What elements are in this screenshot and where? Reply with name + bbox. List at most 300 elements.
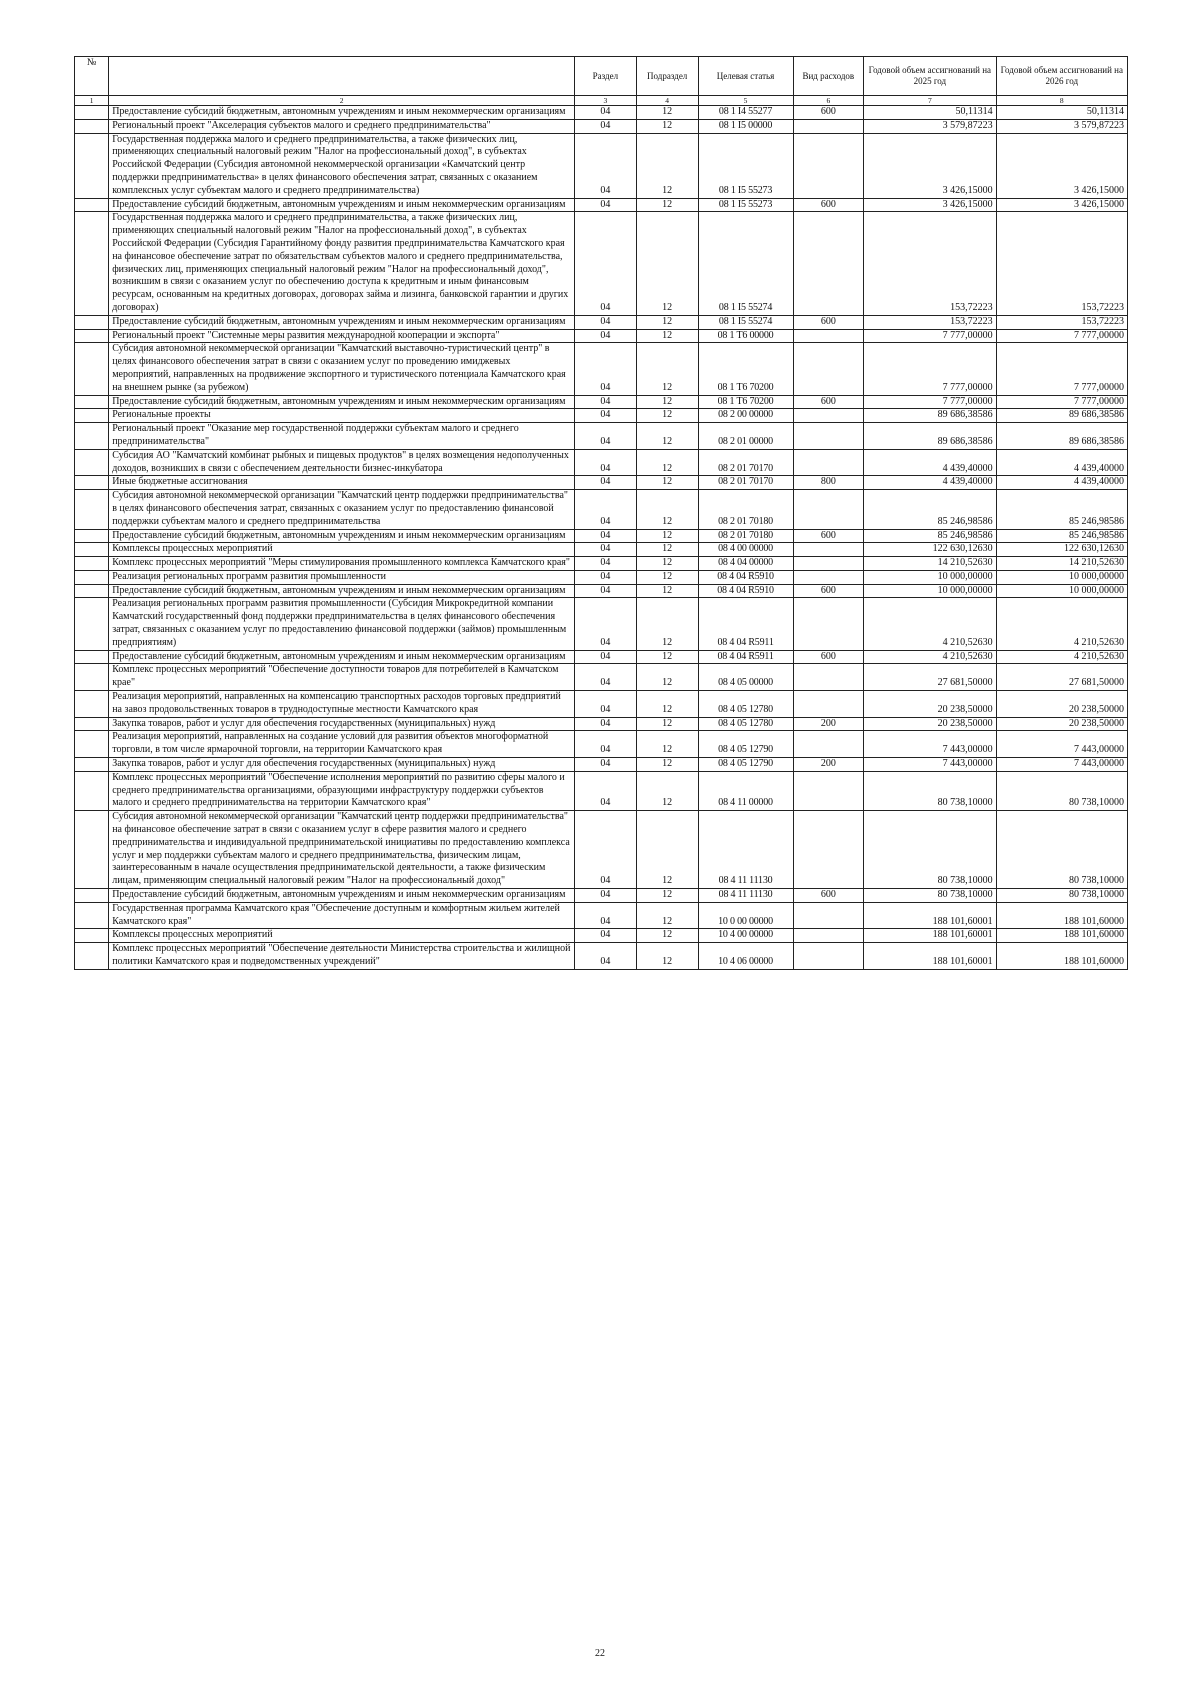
table-row (75, 119, 1128, 133)
row-number (75, 902, 109, 929)
page-number: 22 (595, 1648, 605, 1659)
table-row (75, 106, 1128, 120)
table-row (75, 315, 1128, 329)
row-razdel: 04 (574, 584, 636, 598)
row-razdel: 04 (574, 731, 636, 758)
row-target-article: 08 1 I5 55273 (698, 133, 793, 198)
row-amount-2026: 7 777,00000 (996, 395, 1127, 409)
row-razdel: 04 (574, 557, 636, 571)
row-name: Закупка товаров, работ и услуг для обеспечения государственных (муниципальных) нужд (109, 717, 575, 731)
row-podrazdel: 12 (636, 409, 698, 423)
row-amount-2026: 188 101,60000 (996, 902, 1127, 929)
row-expense-type (793, 329, 864, 343)
row-number (75, 476, 109, 490)
row-name: Предоставление субсидий бюджетным, автономным учреждениям и иным некоммерческим организациям (109, 198, 575, 212)
row-number (75, 691, 109, 718)
row-podrazdel: 12 (636, 106, 698, 120)
row-amount-2026: 10 000,00000 (996, 584, 1127, 598)
row-name: Комплексы процессных мероприятий (109, 929, 575, 943)
row-name: Комплекс процессных мероприятий "Обеспечение доступности товаров для потребителей в Камчатском крае" (109, 664, 575, 691)
row-target-article: 08 2 01 70170 (698, 476, 793, 490)
row-razdel: 04 (574, 343, 636, 395)
row-target-article: 08 4 04 R5911 (698, 598, 793, 650)
row-razdel: 04 (574, 598, 636, 650)
row-podrazdel: 12 (636, 717, 698, 731)
header-name (109, 57, 575, 96)
table-row (75, 598, 1128, 650)
row-amount-2026: 20 238,50000 (996, 691, 1127, 718)
table-row (75, 395, 1128, 409)
row-amount-2026: 4 439,40000 (996, 476, 1127, 490)
row-podrazdel: 12 (636, 343, 698, 395)
row-name: Государственная поддержка малого и среднего предпринимательства, а также физических лиц, применяющих специальный налоговый режим "Налог на профессиональный доход", в субъектах Российской Федерации (Субсидия Гарантийному фонду развития предпринимательства Камчатского края на финансовое обеспечение затрат по обязательствам субъектов малого и среднего предпринимательства, физических лиц, применяющих специальный налоговый режим "Налог на профессиональный доход", возникшим в связи с оказанием услуг по обеспечению доступа к кредитным и иным финансовым ресурсам, основанным на кредитных договорах, договорах займа и лизинга, банковской гарантии и других договорах) (109, 212, 575, 315)
row-name: Предоставление субсидий бюджетным, автономным учреждениям и иным некоммерческим организациям (109, 315, 575, 329)
row-expense-type: 600 (793, 198, 864, 212)
row-number (75, 758, 109, 772)
row-razdel: 04 (574, 449, 636, 476)
row-target-article: 10 4 06 00000 (698, 943, 793, 970)
row-name: Предоставление субсидий бюджетным, автономным учреждениям и иным некоммерческим организациям (109, 106, 575, 120)
row-amount-2026: 7 777,00000 (996, 329, 1127, 343)
row-number (75, 119, 109, 133)
row-target-article: 10 0 00 00000 (698, 902, 793, 929)
row-number (75, 212, 109, 315)
row-podrazdel: 12 (636, 811, 698, 889)
row-expense-type (793, 543, 864, 557)
table-row (75, 423, 1128, 450)
row-razdel: 04 (574, 902, 636, 929)
row-name: Субсидия автономной некоммерческой организации "Камчатский центр поддержки предпринимательства" на финансовое обеспечение затрат в связи с оказанием услуг в сфере развития малого и среднего предпринимательства и индивидуальной предпринимательской инициативы по предоставлению комплекса услуг и мер поддержки субъектам малого и среднего предпринимательства, физическим лицам, заинтересованным в начале осуществления предпринимательской деятельности, а также физическим лицам, применяющим специальный налоговый режим "Налог на профессиональный доход" (109, 811, 575, 889)
row-number (75, 529, 109, 543)
row-name: Реализация мероприятий, направленных на создание условий для развития объектов многоформатной торговли, в том числе ярмарочной торговли, на территории Камчатского края (109, 731, 575, 758)
row-target-article: 08 2 01 70180 (698, 490, 793, 529)
row-amount-2026: 80 738,10000 (996, 771, 1127, 810)
row-razdel: 04 (574, 395, 636, 409)
row-expense-type: 600 (793, 529, 864, 543)
row-amount-2025: 188 101,60001 (864, 929, 996, 943)
row-amount-2025: 80 738,10000 (864, 889, 996, 903)
row-amount-2025: 3 426,15000 (864, 133, 996, 198)
row-amount-2026: 85 246,98586 (996, 490, 1127, 529)
row-amount-2025: 4 439,40000 (864, 476, 996, 490)
row-amount-2025: 85 246,98586 (864, 490, 996, 529)
row-name: Предоставление субсидий бюджетным, автономным учреждениям и иным некоммерческим организациям (109, 889, 575, 903)
table-row (75, 570, 1128, 584)
row-amount-2026: 14 210,52630 (996, 557, 1127, 571)
row-target-article: 08 1 I5 55274 (698, 212, 793, 315)
header-vid: Вид расходов (793, 57, 864, 96)
row-number (75, 943, 109, 970)
table-row (75, 198, 1128, 212)
row-razdel: 04 (574, 106, 636, 120)
row-number (75, 570, 109, 584)
row-target-article: 08 2 01 70170 (698, 449, 793, 476)
row-expense-type (793, 133, 864, 198)
row-expense-type (793, 212, 864, 315)
row-expense-type (793, 731, 864, 758)
row-podrazdel: 12 (636, 664, 698, 691)
row-amount-2026: 80 738,10000 (996, 889, 1127, 903)
row-target-article: 08 2 01 70180 (698, 529, 793, 543)
table-row (75, 490, 1128, 529)
row-expense-type: 600 (793, 889, 864, 903)
row-amount-2025: 7 777,00000 (864, 395, 996, 409)
row-amount-2026: 10 000,00000 (996, 570, 1127, 584)
row-amount-2025: 153,72223 (864, 212, 996, 315)
row-podrazdel: 12 (636, 423, 698, 450)
header-tselevaya: Целевая статья (698, 57, 793, 96)
row-name: Комплекс процессных мероприятий "Меры стимулирования промышленного комплекса Камчатского края" (109, 557, 575, 571)
table-row (75, 943, 1128, 970)
row-expense-type (793, 449, 864, 476)
row-amount-2026: 188 101,60000 (996, 943, 1127, 970)
row-podrazdel: 12 (636, 598, 698, 650)
row-razdel: 04 (574, 758, 636, 772)
row-target-article: 08 2 01 00000 (698, 423, 793, 450)
row-amount-2025: 7 777,00000 (864, 343, 996, 395)
column-index: 5 (698, 96, 793, 106)
row-target-article: 10 4 00 00000 (698, 929, 793, 943)
row-amount-2026: 4 439,40000 (996, 449, 1127, 476)
row-razdel: 04 (574, 650, 636, 664)
table-row (75, 529, 1128, 543)
row-amount-2026: 85 246,98586 (996, 529, 1127, 543)
row-razdel: 04 (574, 212, 636, 315)
row-expense-type (793, 902, 864, 929)
row-razdel: 04 (574, 315, 636, 329)
row-name: Региональные проекты (109, 409, 575, 423)
row-amount-2026: 4 210,52630 (996, 650, 1127, 664)
row-name: Иные бюджетные ассигнования (109, 476, 575, 490)
row-amount-2026: 27 681,50000 (996, 664, 1127, 691)
row-target-article: 08 1 I4 55277 (698, 106, 793, 120)
column-index-row (75, 96, 1128, 106)
row-expense-type: 600 (793, 650, 864, 664)
row-razdel: 04 (574, 329, 636, 343)
row-number (75, 889, 109, 903)
row-amount-2025: 4 439,40000 (864, 449, 996, 476)
row-amount-2026: 50,11314 (996, 106, 1127, 120)
row-number (75, 315, 109, 329)
row-amount-2026: 188 101,60000 (996, 929, 1127, 943)
row-podrazdel: 12 (636, 329, 698, 343)
row-amount-2025: 14 210,52630 (864, 557, 996, 571)
row-razdel: 04 (574, 423, 636, 450)
row-amount-2025: 153,72223 (864, 315, 996, 329)
row-amount-2025: 89 686,38586 (864, 423, 996, 450)
column-index: 1 (75, 96, 109, 106)
row-number (75, 664, 109, 691)
row-target-article: 08 1 I5 55274 (698, 315, 793, 329)
row-number (75, 133, 109, 198)
row-amount-2026: 122 630,12630 (996, 543, 1127, 557)
row-target-article: 08 1 T6 00000 (698, 329, 793, 343)
column-index: 4 (636, 96, 698, 106)
row-amount-2025: 20 238,50000 (864, 691, 996, 718)
row-podrazdel: 12 (636, 557, 698, 571)
row-podrazdel: 12 (636, 650, 698, 664)
row-amount-2025: 4 210,52630 (864, 598, 996, 650)
row-razdel: 04 (574, 529, 636, 543)
row-amount-2025: 10 000,00000 (864, 570, 996, 584)
row-name: Комплексы процессных мероприятий (109, 543, 575, 557)
column-index: 6 (793, 96, 864, 106)
row-razdel: 04 (574, 811, 636, 889)
row-target-article: 08 4 04 R5910 (698, 584, 793, 598)
row-number (75, 395, 109, 409)
row-razdel: 04 (574, 476, 636, 490)
table-row (75, 929, 1128, 943)
row-amount-2026: 3 426,15000 (996, 198, 1127, 212)
table-row (75, 476, 1128, 490)
row-razdel: 04 (574, 543, 636, 557)
row-amount-2026: 89 686,38586 (996, 423, 1127, 450)
row-razdel: 04 (574, 943, 636, 970)
row-amount-2026: 3 579,87223 (996, 119, 1127, 133)
row-name: Комплекс процессных мероприятий "Обеспечение исполнения мероприятий по развитию сферы малого и среднего предпринимательства организациями, образующими инфраструктуру поддержки субъектов малого и среднего предпринимательства на территории Камчатского края" (109, 771, 575, 810)
row-name: Региональный проект "Системные меры развития международной кооперации и экспорта" (109, 329, 575, 343)
row-target-article: 08 2 00 00000 (698, 409, 793, 423)
row-podrazdel: 12 (636, 490, 698, 529)
row-amount-2025: 4 210,52630 (864, 650, 996, 664)
row-podrazdel: 12 (636, 133, 698, 198)
row-podrazdel: 12 (636, 119, 698, 133)
row-podrazdel: 12 (636, 889, 698, 903)
row-podrazdel: 12 (636, 529, 698, 543)
row-target-article: 08 4 05 12790 (698, 758, 793, 772)
row-amount-2026: 3 426,15000 (996, 133, 1127, 198)
table-row (75, 212, 1128, 315)
row-number (75, 717, 109, 731)
row-target-article: 08 4 04 R5911 (698, 650, 793, 664)
table-row (75, 557, 1128, 571)
row-podrazdel: 12 (636, 758, 698, 772)
row-amount-2026: 89 686,38586 (996, 409, 1127, 423)
table-header-row (75, 57, 1128, 96)
row-expense-type (793, 423, 864, 450)
column-index: 7 (864, 96, 996, 106)
row-expense-type (793, 409, 864, 423)
row-name: Государственная поддержка малого и среднего предпринимательства, а также физических лиц, применяющих специальный налоговый режим "Налог на профессиональный доход", в субъектах Российской Федерации (Субсидия автономной некоммерческой организации «Камчатский центр поддержки предпринимательства» в целях финансового обеспечения затрат, связанных с оказанием комплексных услуг субъектам малого и среднего предпринимательства) (109, 133, 575, 198)
row-amount-2025: 27 681,50000 (864, 664, 996, 691)
row-podrazdel: 12 (636, 943, 698, 970)
table-row (75, 902, 1128, 929)
header-num: № (75, 57, 109, 96)
row-number (75, 198, 109, 212)
table-row (75, 771, 1128, 810)
row-expense-type: 600 (793, 106, 864, 120)
table-row (75, 449, 1128, 476)
row-target-article: 08 1 I5 55273 (698, 198, 793, 212)
row-name: Предоставление субсидий бюджетным, автономным учреждениям и иным некоммерческим организациям (109, 650, 575, 664)
header-podrazdel: Подраздел (636, 57, 698, 96)
row-amount-2026: 20 238,50000 (996, 717, 1127, 731)
row-razdel: 04 (574, 409, 636, 423)
row-podrazdel: 12 (636, 584, 698, 598)
row-number (75, 929, 109, 943)
table-row (75, 664, 1128, 691)
table-row (75, 343, 1128, 395)
row-expense-type: 600 (793, 584, 864, 598)
row-amount-2025: 10 000,00000 (864, 584, 996, 598)
budget-table (74, 56, 1128, 970)
table-row (75, 409, 1128, 423)
row-number (75, 771, 109, 810)
row-target-article: 08 1 T6 70200 (698, 395, 793, 409)
row-name: Реализация мероприятий, направленных на компенсацию транспортных расходов торговых предприятий на завоз продовольственных товаров в труднодоступные местности Камчатского края (109, 691, 575, 718)
row-amount-2026: 7 443,00000 (996, 731, 1127, 758)
row-number (75, 543, 109, 557)
row-amount-2025: 50,11314 (864, 106, 996, 120)
table-row (75, 811, 1128, 889)
row-podrazdel: 12 (636, 395, 698, 409)
row-name: Субсидия автономной некоммерческой организации "Камчатский центр поддержки предпринимательства" в целях финансового обеспечения затрат, связанных с оказанием услуг по предоставлению финансовой поддержки субъектам малого и среднего предпринимательства (109, 490, 575, 529)
row-target-article: 08 4 04 00000 (698, 557, 793, 571)
table-row (75, 650, 1128, 664)
row-target-article: 08 4 11 11130 (698, 811, 793, 889)
row-number (75, 343, 109, 395)
row-number (75, 423, 109, 450)
row-name: Комплекс процессных мероприятий "Обеспечение деятельности Министерства строительства и жилищной политики Камчатского края и подведомственных учреждений" (109, 943, 575, 970)
row-name: Предоставление субсидий бюджетным, автономным учреждениям и иным некоммерческим организациям (109, 395, 575, 409)
row-razdel: 04 (574, 198, 636, 212)
row-amount-2026: 153,72223 (996, 212, 1127, 315)
row-target-article: 08 4 11 00000 (698, 771, 793, 810)
row-podrazdel: 12 (636, 476, 698, 490)
row-number (75, 329, 109, 343)
row-expense-type: 600 (793, 315, 864, 329)
row-expense-type (793, 929, 864, 943)
row-target-article: 08 4 04 R5910 (698, 570, 793, 584)
row-podrazdel: 12 (636, 929, 698, 943)
row-number (75, 811, 109, 889)
row-expense-type (793, 119, 864, 133)
row-expense-type (793, 490, 864, 529)
row-podrazdel: 12 (636, 731, 698, 758)
row-podrazdel: 12 (636, 543, 698, 557)
row-name: Предоставление субсидий бюджетным, автономным учреждениям и иным некоммерческим организациям (109, 584, 575, 598)
row-expense-type: 600 (793, 395, 864, 409)
row-amount-2025: 3 426,15000 (864, 198, 996, 212)
row-podrazdel: 12 (636, 691, 698, 718)
table-row (75, 133, 1128, 198)
row-number (75, 557, 109, 571)
row-amount-2025: 188 101,60001 (864, 943, 996, 970)
row-expense-type (793, 771, 864, 810)
row-expense-type (793, 598, 864, 650)
row-name: Субсидия автономной некоммерческой организации "Камчатский выставочно-туристический центр" в целях финансового обеспечения затрат в связи с оказанием услуг по проведению имиджевых мероприятий, направленных на продвижение экспортного и туристического потенциала Камчатского края на внешнем рынке (за рубежом) (109, 343, 575, 395)
row-name: Закупка товаров, работ и услуг для обеспечения государственных (муниципальных) нужд (109, 758, 575, 772)
row-amount-2025: 20 238,50000 (864, 717, 996, 731)
row-podrazdel: 12 (636, 212, 698, 315)
row-number (75, 650, 109, 664)
row-amount-2025: 89 686,38586 (864, 409, 996, 423)
row-target-article: 08 4 05 12780 (698, 691, 793, 718)
row-amount-2025: 3 579,87223 (864, 119, 996, 133)
row-expense-type (793, 557, 864, 571)
row-expense-type (793, 691, 864, 718)
row-expense-type: 200 (793, 717, 864, 731)
row-amount-2026: 153,72223 (996, 315, 1127, 329)
row-amount-2025: 122 630,12630 (864, 543, 996, 557)
row-target-article: 08 4 11 11130 (698, 889, 793, 903)
table-body (75, 106, 1128, 970)
row-amount-2026: 7 777,00000 (996, 343, 1127, 395)
row-podrazdel: 12 (636, 771, 698, 810)
row-number (75, 409, 109, 423)
row-expense-type: 200 (793, 758, 864, 772)
row-name: Субсидия АО "Камчатский комбинат рыбных и пищевых продуктов" в целях возмещения недополученных доходов, возникших в связи с обеспечением деятельности бизнес-инкубатора (109, 449, 575, 476)
row-target-article: 08 1 T6 70200 (698, 343, 793, 395)
row-razdel: 04 (574, 889, 636, 903)
row-amount-2026: 7 443,00000 (996, 758, 1127, 772)
row-expense-type (793, 943, 864, 970)
table-row (75, 717, 1128, 731)
header-2025: Годовой объем ассигнований на 2025 год (864, 57, 996, 96)
row-razdel: 04 (574, 570, 636, 584)
row-number (75, 490, 109, 529)
row-razdel: 04 (574, 490, 636, 529)
row-name: Региональный проект "Оказание мер государственной поддержки субъектам малого и среднего предпринимательства" (109, 423, 575, 450)
row-number (75, 731, 109, 758)
table-row (75, 889, 1128, 903)
row-target-article: 08 4 05 00000 (698, 664, 793, 691)
row-expense-type (793, 664, 864, 691)
row-amount-2025: 80 738,10000 (864, 771, 996, 810)
row-number (75, 598, 109, 650)
row-expense-type (793, 811, 864, 889)
row-target-article: 08 1 I5 00000 (698, 119, 793, 133)
row-razdel: 04 (574, 771, 636, 810)
row-target-article: 08 4 00 00000 (698, 543, 793, 557)
header-2026: Годовой объем ассигнований на 2026 год (996, 57, 1127, 96)
row-podrazdel: 12 (636, 449, 698, 476)
column-index: 3 (574, 96, 636, 106)
row-number (75, 584, 109, 598)
row-expense-type (793, 343, 864, 395)
row-target-article: 08 4 05 12790 (698, 731, 793, 758)
row-razdel: 04 (574, 119, 636, 133)
row-podrazdel: 12 (636, 902, 698, 929)
row-amount-2025: 85 246,98586 (864, 529, 996, 543)
row-amount-2025: 7 777,00000 (864, 329, 996, 343)
row-podrazdel: 12 (636, 570, 698, 584)
column-index: 2 (109, 96, 575, 106)
row-name: Предоставление субсидий бюджетным, автономным учреждениям и иным некоммерческим организациям (109, 529, 575, 543)
row-name: Реализация региональных программ развития промышленности (Субсидия Микрокредитной компании Камчатский государственный фонд поддержки предпринимательства в целях финансового обеспечения затрат, связанных с оказанием услуг по предоставлению финансовой поддержки (займов) промышленным предприятиям) (109, 598, 575, 650)
row-amount-2025: 80 738,10000 (864, 811, 996, 889)
row-expense-type (793, 570, 864, 584)
row-name: Государственная программа Камчатского края "Обеспечение доступным и комфортным жильем жителей Камчатского края" (109, 902, 575, 929)
table-row (75, 584, 1128, 598)
table-row (75, 329, 1128, 343)
row-name: Региональный проект "Акселерация субъектов малого и среднего предпринимательства" (109, 119, 575, 133)
table-row (75, 691, 1128, 718)
row-number (75, 449, 109, 476)
row-razdel: 04 (574, 133, 636, 198)
row-razdel: 04 (574, 929, 636, 943)
row-number (75, 106, 109, 120)
column-index: 8 (996, 96, 1127, 106)
row-razdel: 04 (574, 717, 636, 731)
row-podrazdel: 12 (636, 315, 698, 329)
row-amount-2026: 80 738,10000 (996, 811, 1127, 889)
table-row (75, 543, 1128, 557)
table-row (75, 758, 1128, 772)
row-amount-2025: 188 101,60001 (864, 902, 996, 929)
row-amount-2025: 7 443,00000 (864, 731, 996, 758)
row-expense-type: 800 (793, 476, 864, 490)
